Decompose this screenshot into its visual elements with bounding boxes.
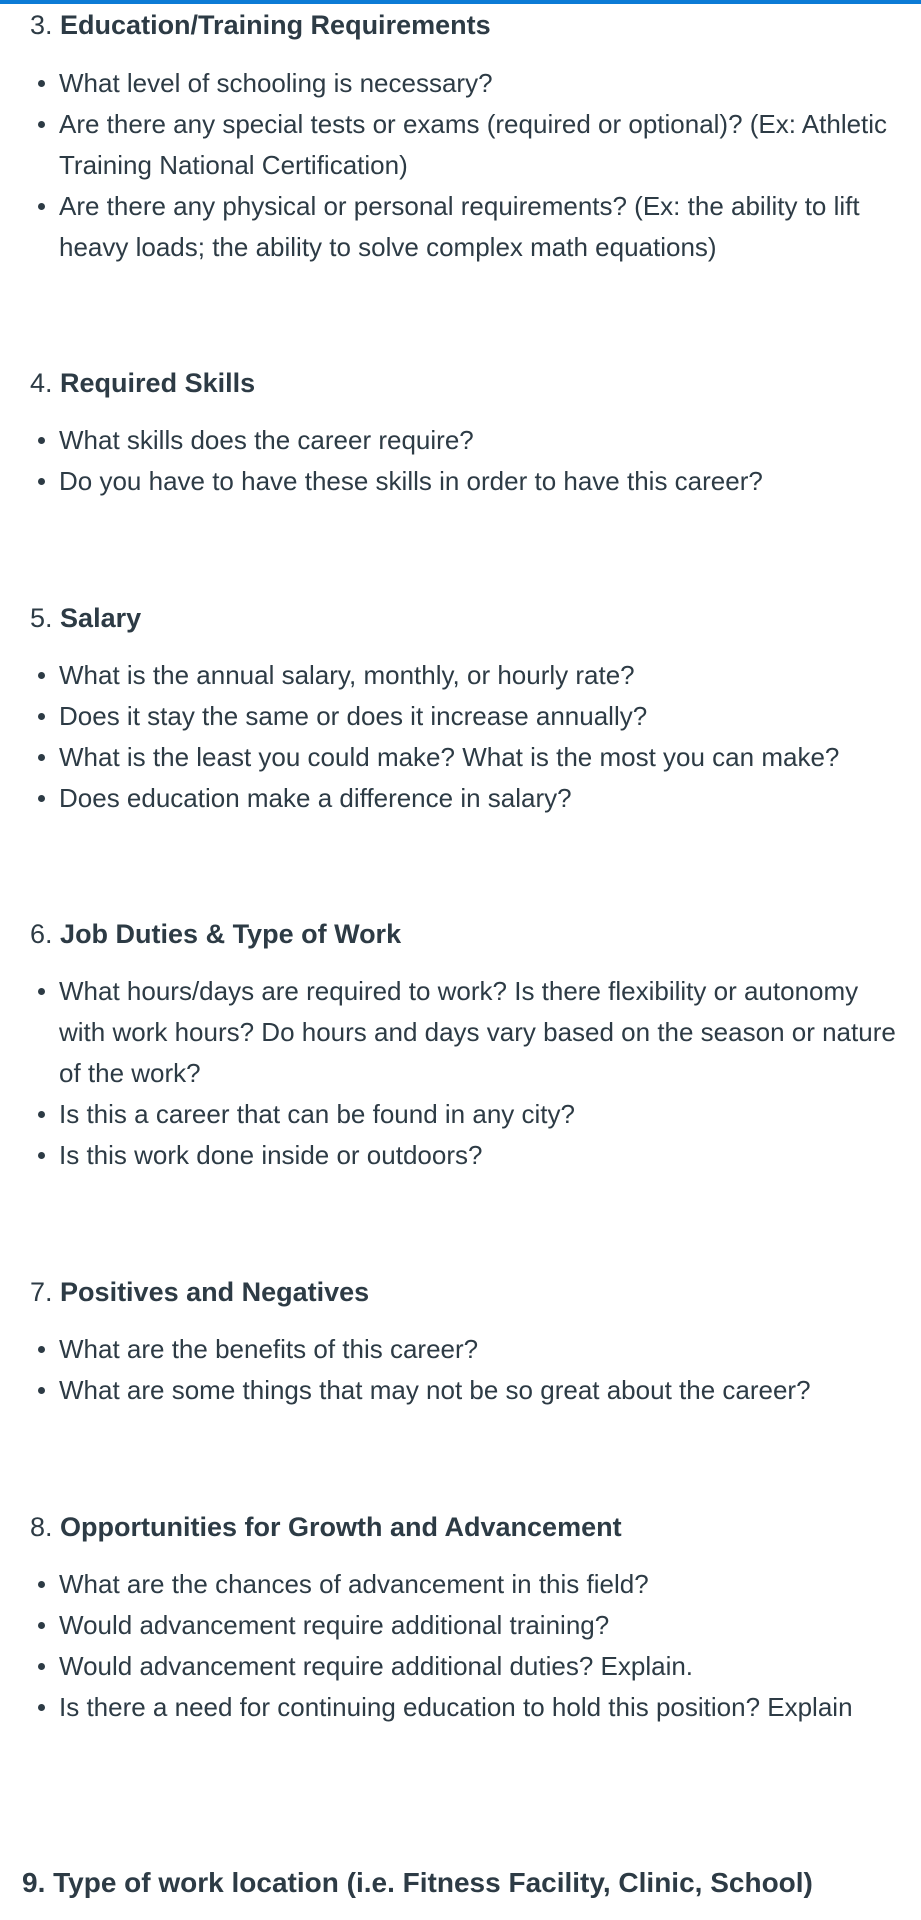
- section-number: 6.: [30, 919, 53, 949]
- list-item: Is this work done inside or outdoors?: [0, 1135, 921, 1176]
- list-item: What is the annual salary, monthly, or hourly rate?: [0, 655, 921, 696]
- list-item: Does education make a difference in salary?: [0, 778, 921, 819]
- question-list: [0, 1564, 921, 1728]
- section-heading: [30, 1275, 369, 1309]
- list-item: Would advancement require additional duties? Explain.: [0, 1646, 921, 1687]
- bullet-icon: [38, 80, 45, 87]
- bullet-icon: [38, 437, 45, 444]
- bullet-icon: [38, 1111, 45, 1118]
- bullet-icon: [38, 121, 45, 128]
- section-number: 4.: [30, 368, 53, 398]
- question-list: [0, 1329, 921, 1411]
- bullet-icon: [38, 478, 45, 485]
- list-item: What level of schooling is necessary?: [0, 63, 921, 104]
- list-item: What skills does the career require?: [0, 420, 921, 461]
- section-title: Opportunities for Growth and Advancement: [60, 1512, 622, 1542]
- bullet-icon: [38, 672, 45, 679]
- bullet-icon: [38, 713, 45, 720]
- bullet-icon: [38, 1152, 45, 1159]
- list-item: What are some things that may not be so great about the career?: [0, 1370, 921, 1411]
- list-item: Are there any special tests or exams (required or optional)? (Ex: Athletic Training National Certification): [0, 104, 921, 186]
- section-number: 7.: [30, 1277, 53, 1307]
- section-title: Salary: [60, 603, 142, 633]
- bullet-icon: [38, 1704, 45, 1711]
- section-work-location-heading: 9. Type of work location (i.e. Fitness Facility, Clinic, School): [22, 1867, 813, 1898]
- section-title: Positives and Negatives: [60, 1277, 370, 1307]
- list-item: Does it stay the same or does it increase annually?: [0, 696, 921, 737]
- list-item: What are the chances of advancement in this field?: [0, 1564, 921, 1605]
- question-list: [0, 420, 921, 502]
- bullet-icon: [38, 1387, 45, 1394]
- section-heading: [30, 8, 491, 42]
- list-item: What are the benefits of this career?: [0, 1329, 921, 1370]
- bullet-icon: [38, 1622, 45, 1629]
- bullet-icon: [38, 203, 45, 210]
- bullet-icon: [38, 988, 45, 995]
- top-accent-bar: [0, 0, 921, 4]
- bullet-icon: [38, 795, 45, 802]
- list-item: What hours/days are required to work? Is there flexibility or autonomy with work hours? Do hours and days vary based on the season or nature of the work?: [0, 971, 921, 1094]
- list-item: Is there a need for continuing education to hold this position? Explain: [0, 1687, 921, 1728]
- list-item: Would advancement require additional training?: [0, 1605, 921, 1646]
- section-title: Job Duties & Type of Work: [60, 919, 402, 949]
- list-item: Is this a career that can be found in any city?: [0, 1094, 921, 1135]
- question-list: [0, 63, 921, 268]
- section-heading: [30, 601, 141, 635]
- list-item: Do you have to have these skills in order to have this career?: [0, 461, 921, 502]
- list-item: What is the least you could make? What is the most you can make?: [0, 737, 921, 778]
- section-heading: [30, 1510, 622, 1544]
- section-number: 8.: [30, 1512, 53, 1542]
- section-number: 3.: [30, 10, 53, 40]
- section-heading: [30, 917, 401, 951]
- bullet-icon: [38, 1663, 45, 1670]
- question-list: [0, 971, 921, 1176]
- bullet-icon: [38, 1346, 45, 1353]
- section-title: Required Skills: [60, 368, 256, 398]
- section-title: Education/Training Requirements: [60, 10, 491, 40]
- list-item: Are there any physical or personal requirements? (Ex: the ability to lift heavy loads; the ability to solve complex math equations): [0, 186, 921, 268]
- section-number: 5.: [30, 603, 53, 633]
- bullet-icon: [38, 754, 45, 761]
- bullet-icon: [38, 1581, 45, 1588]
- section-heading: [30, 366, 255, 400]
- question-list: [0, 655, 921, 819]
